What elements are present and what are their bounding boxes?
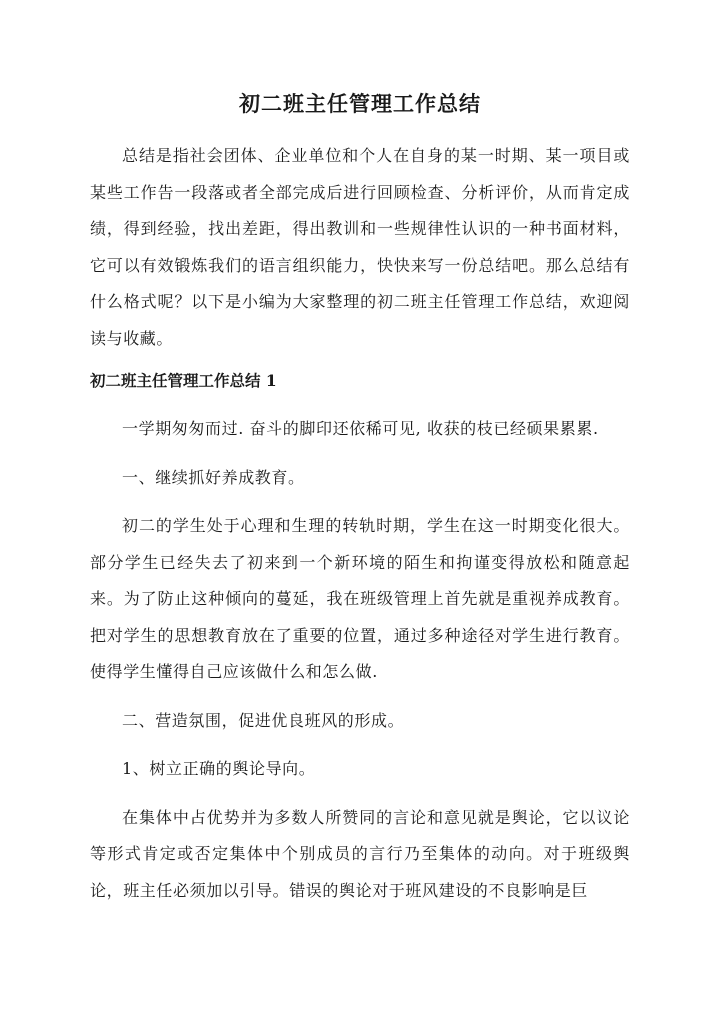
section-heading: 初二班主任管理工作总结 1 bbox=[90, 371, 277, 390]
body-heading-1: 一、继续抓好养成教育。 bbox=[122, 467, 305, 487]
document-page bbox=[90, 88, 630, 909]
document-title: 初二班主任管理工作总结 bbox=[239, 91, 481, 116]
intro-paragraph: 总结是指社会团体、企业单位和个人在自身的某一时期、某一项目或某些工作告一段落或者全部完成后进行回顾检查、分析评价，从而肯定成绩，得到经验，找出差距，得出教训和一些规律性认识的一种书面材料，它可以有效锻炼我们的语言组织能力，快快来写一份总结吧。那么总结有什么格式呢？以下是小编为大家整理的初二班主任管理工作总结，欢迎阅读与收藏。 bbox=[90, 146, 630, 348]
body-heading-2: 二、营造氛围，促进优良班风的形成。 bbox=[122, 710, 405, 730]
body-paragraph-3: 在集体中占优势并为多数人所赞同的言论和意见就是舆论，它以议论等形式肯定或否定集体中个别成员的言行乃至集体的动向。对于班级舆论，班主任必须加以引导。错误的舆论对于班风建设的不良影响是巨 bbox=[90, 807, 630, 900]
body-paragraph-1: 一学期匆匆而过. 奋斗的脚印还依稀可见, 收获的枝已经硕果累累. bbox=[122, 419, 599, 438]
body-subheading-1: 1、树立正确的舆论导向。 bbox=[122, 759, 316, 778]
body-paragraph-2: 初二的学生处于心理和生理的转轨时期，学生在这一时期变化很大。部分学生已经失去了初来到一个新环境的陌生和拘谨变得放松和随意起来。为了防止这种倾向的蔓延，我在班级管理上首先就是重视养成教育。把对学生的思想教育放在了重要的位置，通过多种途径对学生进行教育。使得学生懂得自己应该做什么和怎么做. bbox=[90, 516, 630, 681]
